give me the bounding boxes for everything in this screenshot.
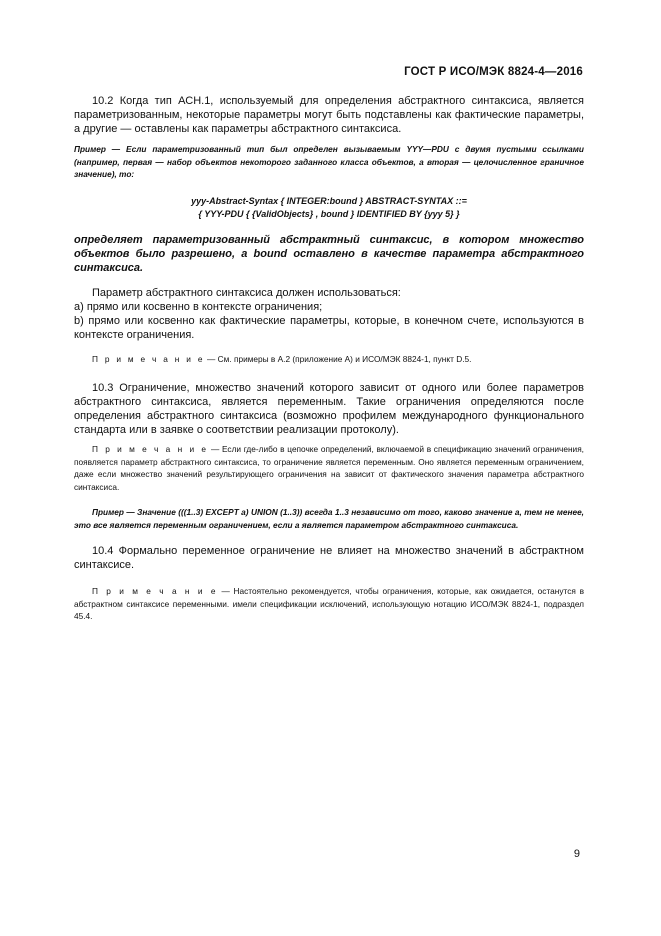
note-text: — См. примеры в А.2 (приложение А) и ИСО/МЭК 8824-1, пункт D.5. <box>204 353 472 364</box>
note-text: — Если где-либо в цепочке определений, включаемой в спецификацию значений ограничения, появляется параметр абстрактного синтаксиса, то ограничение является переменным. Оно является переменным ограничением, даже если множество значений результирующего ограничения на зависит от фактического значения параметра абстрактного синтаксиса. <box>74 444 584 492</box>
clause-10-4-note <box>74 585 584 623</box>
code-line-1: yyy-Abstract-Syntax { INTEGER:bound } ABSTRACT-SYNTAX ::= <box>191 195 467 206</box>
asn1-code-block <box>74 195 584 221</box>
clause-10-2-paragraph: 10.2 Когда тип АСН.1, используемый для определения абстрактного синтаксиса, является параметризованным, некоторые параметры могут быть подставлены как фактические параметры, а другие — оставлены как параметры абстрактного синтаксиса. <box>74 95 584 135</box>
page-body <box>74 94 584 623</box>
clause-10-4-paragraph: 10.4 Формально переменное ограничение не влияет на множество значений в абстрактном синтаксисе. <box>74 545 584 571</box>
clause-10-3-paragraph: 10.3 Ограничение, множество значений которого зависит от одного или более параметров абстрактного синтаксиса, является переменным. Такие ограничения определяются после определения абстрактного синтаксиса (возможно профилем международного функционального стандарта или в заявке о соответствии реализации протоколу). <box>74 382 584 436</box>
standard-header: ГОСТ Р ИСО/МЭК 8824-4—2016 <box>404 66 583 78</box>
usage-item-b: b) прямо или косвенно как фактические параметры, которые, в конечном счете, используются в контексте ограничения. <box>74 314 584 341</box>
note-text: — Настоятельно рекомендуется, чтобы ограничения, которые, как ожидается, останутся в абстрактном синтаксисе переменными. имели спецификации исключений, использующую нотацию ИСО/МЭК 8824-1, подраздел 45.4. <box>74 586 584 621</box>
clause-10-3-example: Пример — Значение (((1..3) EXCEPT a) UNION (1..3)) всегда 1..3 независимо от того, каково значение a, тем не менее, это все является переменным ограничением, если a является параметром абстрактного синтаксиса. <box>74 507 584 530</box>
page-number: 9 <box>573 848 580 860</box>
code-line-2: { YYY-PDU { {ValidObjects} , bound } IDENTIFIED BY {yyy 5} } <box>198 208 460 219</box>
note-label: П р и м е ч а н и е <box>92 586 218 596</box>
note-label: П р и м е ч а н и е <box>92 444 209 454</box>
note-label: П р и м е ч а н и е <box>92 353 205 364</box>
clause-10-2-note <box>74 353 584 366</box>
defines-statement: определяет параметризованный абстрактный синтаксис, в котором множество объектов было разрешено, а bound оставлено в качестве параметра абстрактного синтаксиса. <box>74 233 584 274</box>
usage-intro: Параметр абстрактного синтаксиса должен использоваться: <box>92 286 401 299</box>
clause-10-2-example: Пример — Если параметризованный тип был определен вызываемым YYY—PDU с двумя пустыми ссылками (например, первая — набор объектов некоторого заданного класса объектов, а вторая — целочисленное граничное значение), то: <box>74 144 584 179</box>
usage-item-a: a) прямо или косвенно в контексте ограничения; <box>74 300 323 313</box>
clause-10-3-note <box>74 443 584 493</box>
